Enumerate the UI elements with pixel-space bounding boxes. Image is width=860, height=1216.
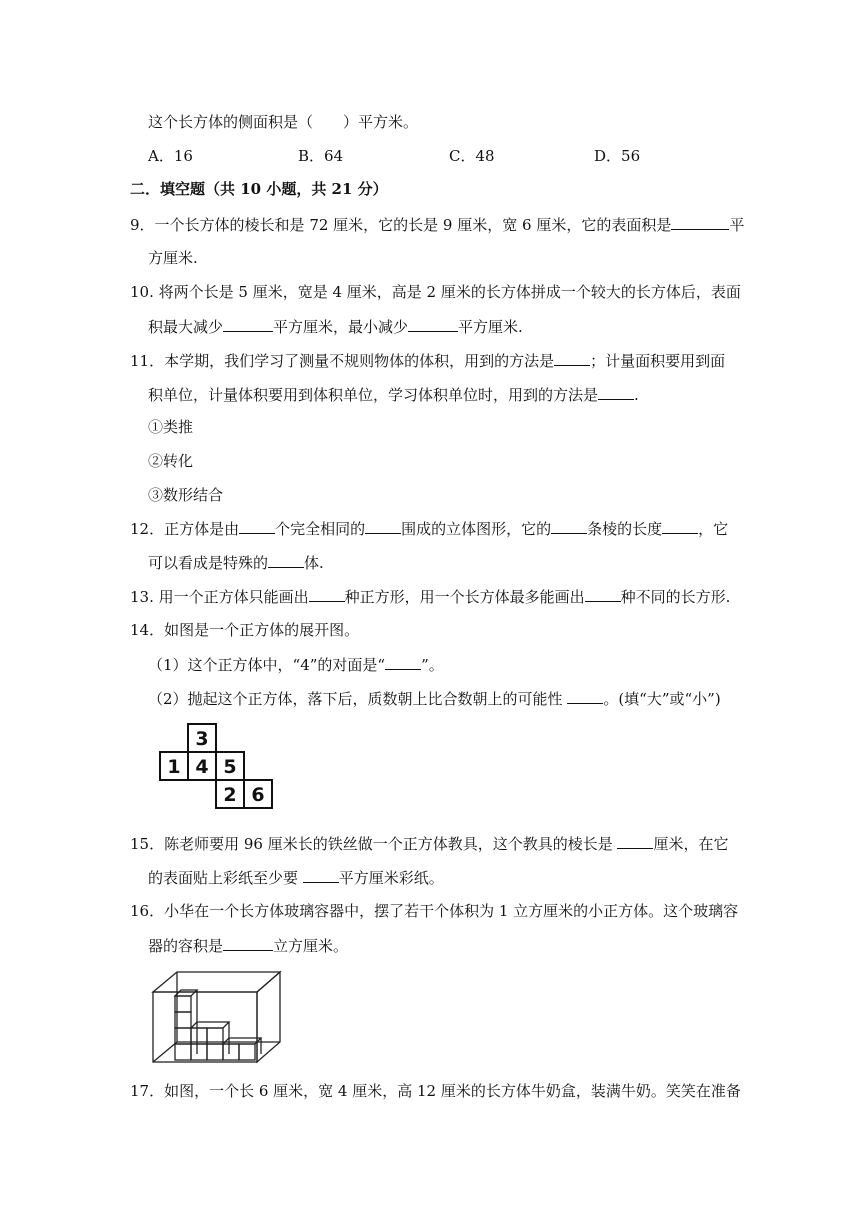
q11-text-a: 11．本学期，我们学习了测量不规则物体的体积，用到的方法是	[130, 352, 555, 370]
cube-9	[223, 1044, 239, 1060]
q9-line1	[130, 214, 744, 235]
q12-text-e: ，它	[698, 520, 729, 538]
q12-blank-face[interactable]	[365, 518, 401, 534]
section-title-fill-blank: 二．填空题（共 10 小题，共 21 分）	[130, 180, 388, 198]
q12-text-b: 个完全相同的	[275, 520, 366, 538]
q12-text-c: 围成的立体图形，它的	[401, 520, 552, 538]
q8-option-c[interactable]: C．48	[449, 147, 495, 165]
q11-choice-1: ①类推	[148, 418, 194, 436]
q12-blank-body[interactable]	[268, 552, 304, 568]
q12-text-d: 条棱的长度	[587, 520, 663, 538]
q15-text-a: 15．陈老师要用 96 厘米长的铁丝做一个正方体教具，这个教具的棱长是	[130, 835, 618, 853]
net-label-4: 4	[195, 756, 209, 778]
q10-text-c: 平方厘米.	[458, 318, 523, 336]
q15-line1	[130, 833, 729, 854]
q13-text-b: 种正方形，用一个长方体最多能画出	[344, 588, 585, 606]
q14-line1: 14．如图是一个正方体的展开图。	[130, 621, 360, 639]
q13-line	[130, 586, 730, 607]
q15-blank-edge[interactable]	[617, 833, 653, 849]
q11-blank-1[interactable]	[554, 350, 590, 366]
net-label-3: 3	[195, 728, 209, 750]
q16-line2	[148, 935, 348, 956]
q10-line1: 10. 将两个长是 5 厘米，宽是 4 厘米，高是 2 厘米的长方体拼成一个较大的长方体后，表面	[130, 283, 741, 301]
q12-text-a: 12．正方体是由	[130, 520, 240, 538]
cube-net-figure	[158, 722, 278, 814]
q14-p1-text-b: ”。	[421, 656, 444, 674]
q11-choice-3: ③数形结合	[148, 486, 224, 504]
cube-4	[175, 1044, 191, 1060]
q16-blank-volume[interactable]	[223, 935, 273, 951]
q14-p2-text-b: 。(填“大”或“小”)	[603, 690, 721, 708]
q15-text-d: 平方厘米彩纸。	[338, 869, 444, 887]
q10-text-a: 积最大减少	[148, 318, 224, 336]
q8-option-b[interactable]: B．64	[298, 147, 344, 165]
cube-8	[207, 1044, 223, 1060]
q10-text-b: 平方厘米，最小减少	[273, 318, 409, 336]
q15-blank-area[interactable]	[303, 867, 339, 883]
net-label-2: 2	[223, 784, 237, 806]
q11-choice-2: ②转化	[148, 452, 194, 470]
q15-text-b: 厘米，在它	[653, 835, 729, 853]
q12-text-g: 体.	[304, 554, 324, 572]
q13-blank-2[interactable]	[585, 586, 621, 602]
q14-part1	[148, 654, 444, 675]
q9-text-b: 平	[729, 216, 745, 234]
q11-line1	[130, 350, 725, 371]
q16-line1: 16．小华在一个长方体玻璃容器中，摆了若干个体积为 1 立方厘米的小正方体。这个玻璃容	[130, 902, 739, 920]
q11-text-d: .	[634, 386, 639, 404]
q11-text-b: ；计量面积要用到面	[590, 352, 726, 370]
q12-text-f: 可以看成是特殊的	[148, 554, 269, 572]
q12-line1	[130, 518, 728, 539]
glass-container-figure	[150, 970, 284, 1066]
q12-blank-length[interactable]	[662, 518, 698, 534]
q8-stem-tail: 这个长方体的侧面积是（ ）平方米。	[148, 113, 419, 131]
q11-text-c: 积单位，计量体积要用到体积单位，学习体积单位时，用到的方法是	[148, 386, 599, 404]
q9-text-a: 9．一个长方体的棱长和是 72 厘米，它的长是 9 厘米，宽 6 厘米，它的表面积是	[130, 216, 672, 234]
q14-blank-opposite[interactable]	[385, 654, 421, 670]
q12-line2	[148, 552, 324, 573]
q9-blank[interactable]	[671, 214, 729, 230]
q11-blank-2[interactable]	[598, 384, 634, 400]
q8-option-d[interactable]: D．56	[594, 147, 641, 165]
q13-blank-1[interactable]	[309, 586, 345, 602]
q14-part2	[148, 688, 721, 709]
q10-line2	[148, 316, 523, 337]
q13-text-c: 种不同的长方形.	[620, 588, 731, 606]
cube-6	[191, 1044, 207, 1060]
q17-line1: 17．如图，一个长 6 厘米，宽 4 厘米，高 12 厘米的长方体牛奶盒，装满牛奶。笑笑在准备	[130, 1082, 741, 1100]
q9-line2: 方厘米.	[148, 249, 198, 267]
q16-text-b: 立方厘米。	[273, 937, 349, 955]
q12-blank-count[interactable]	[239, 518, 275, 534]
box-front-face	[153, 992, 257, 1062]
q13-text-a: 13. 用一个正方体只能画出	[130, 588, 309, 606]
q12-blank-edges[interactable]	[551, 518, 587, 534]
cube-10	[239, 1044, 255, 1060]
q15-text-c: 的表面贴上彩纸至少要	[148, 869, 303, 887]
q11-line2	[148, 384, 639, 405]
q14-p2-text-a: （2）抛起这个正方体，落下后，质数朝上比合数朝上的可能性	[148, 690, 568, 708]
q10-blank-min[interactable]	[408, 316, 458, 332]
net-label-6: 6	[251, 784, 265, 806]
net-label-5: 5	[223, 756, 237, 778]
q14-blank-likelihood[interactable]	[567, 688, 603, 704]
q8-option-a[interactable]: A．16	[148, 147, 193, 165]
q16-text-a: 器的容积是	[148, 937, 224, 955]
net-label-1: 1	[167, 756, 181, 778]
q15-line2	[148, 867, 444, 888]
q10-blank-max[interactable]	[223, 316, 273, 332]
q14-p1-text-a: （1）这个正方体中，“4”的对面是“	[148, 656, 386, 674]
